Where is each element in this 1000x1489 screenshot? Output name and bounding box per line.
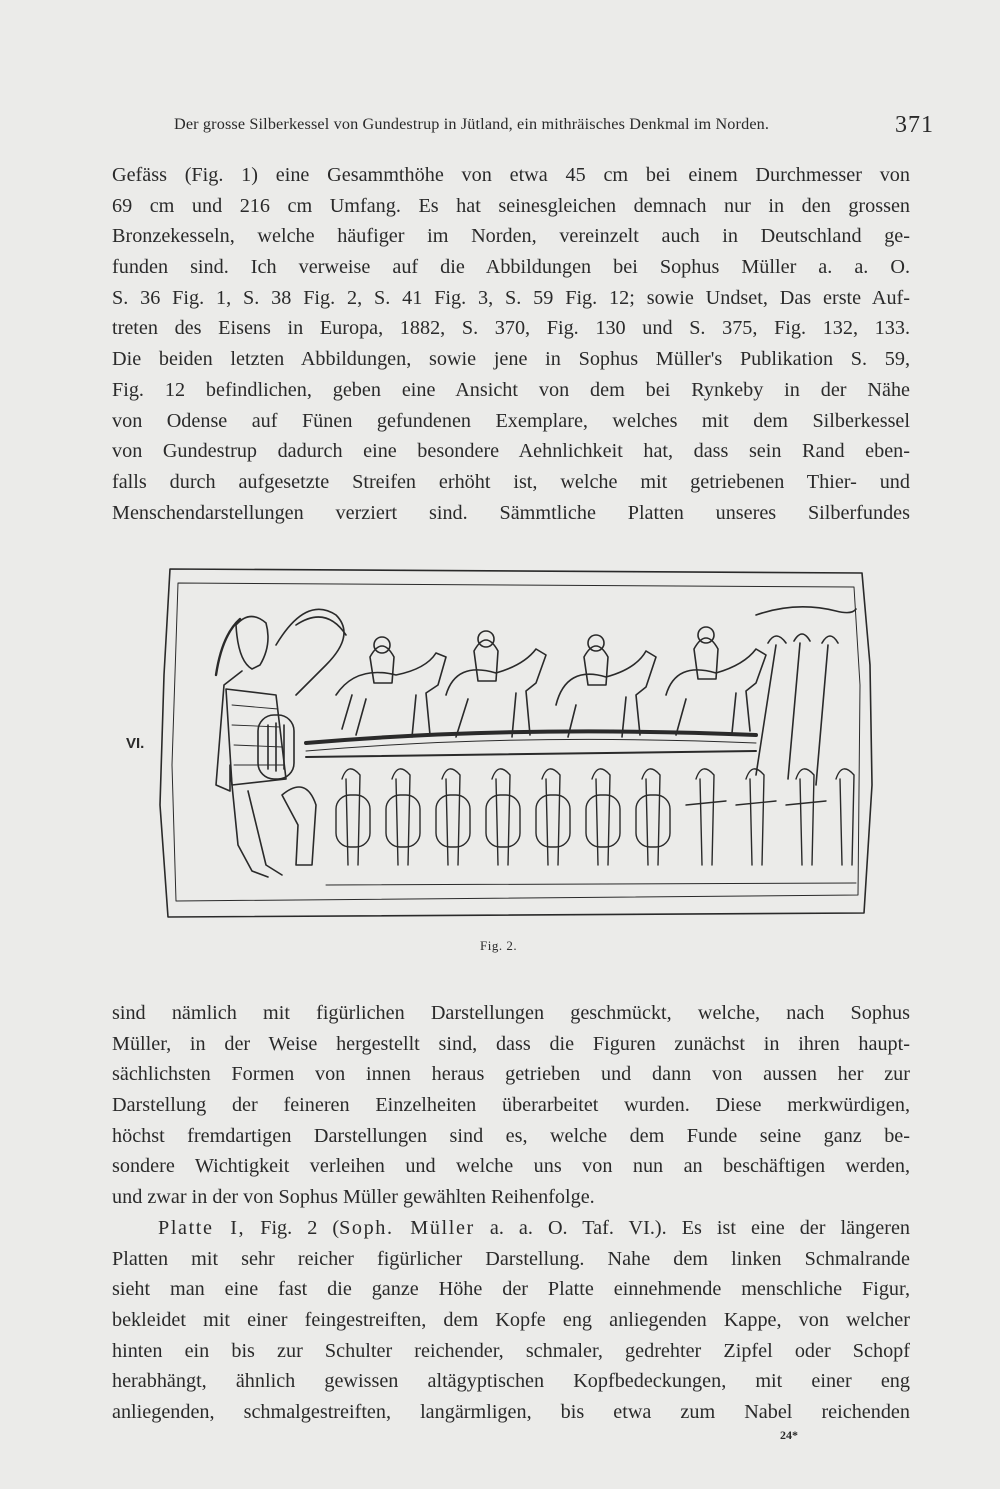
page-number: 371 <box>895 112 934 138</box>
text-line: und zwar in der von Sophus Müller gewählten Reihenfolge. <box>112 1186 595 1209</box>
page-header <box>174 112 934 142</box>
text-line: von Gundestrup dadurch eine besondere Aehnlichkeit hat, dass sein Rand eben- <box>112 440 910 463</box>
paragraph-lead-line <box>112 1213 910 1244</box>
paragraph-body <box>112 998 910 1428</box>
author-reference: Soph. Müller <box>339 1216 475 1239</box>
text-line: 69 cm und 216 cm Umfang. Es hat seinesgleichen demnach nur in den grossen <box>112 194 910 217</box>
text-line: sächlichsten Formen von innen heraus getrieben und dann von aussen her zur <box>112 1063 910 1086</box>
text-line: Platten mit sehr reicher figürlicher Darstellung. Nahe dem linken Schmalrande <box>112 1247 910 1270</box>
figure-caption: Fig. 2. <box>480 938 518 953</box>
text-line: falls durch aufgesetzte Streifen erhöht ist, welche mit getriebenen Thier- und <box>112 470 910 493</box>
paragraph-continuation <box>112 160 910 528</box>
text-line: Menschendarstellungen verziert sind. Sämmtliche Platten unseres Silberfundes <box>112 501 910 524</box>
text-line: S. 36 Fig. 1, S. 38 Fig. 2, S. 41 Fig. 3, S. 59 Fig. 12; sowie Undset, Das erste Auf- <box>112 286 910 309</box>
reference-rest: a. a. O. Taf. VI.). Es ist eine der längeren <box>474 1216 910 1239</box>
text-line: anliegenden, schmalgestreiften, langärmligen, bis etwa zum Nabel reichenden <box>112 1400 910 1423</box>
text-line: herabhängt, ähnlich gewissen altägyptischen Kopfbedeckungen, mit einer eng <box>112 1370 910 1393</box>
text-line: hinten ein bis zur Schulter reichender, schmaler, gedrehter Zipfel oder Schopf <box>112 1339 910 1362</box>
figure-reference: Fig. 2 ( <box>245 1216 340 1239</box>
cauldron-plate-relief-illustration <box>156 565 876 925</box>
plate-reference: Platte I, <box>158 1216 246 1239</box>
text-line: Die beiden letzten Abbildungen, sowie jene in Sophus Müller's Publikation S. 59, <box>112 348 910 371</box>
text-line: Müller, in der Weise hergestellt sind, dass die Figuren zunächst in ihren haupt- <box>112 1032 910 1055</box>
paragraph-three <box>112 1213 910 1428</box>
text-line: sieht man eine fast die ganze Höhe der Platte einnehmende menschliche Figur, <box>112 1278 910 1301</box>
text-line: von Odense auf Fünen gefundenen Exemplare, welches mit dem Silberkessel <box>112 409 910 432</box>
figure-plate-illustration <box>120 565 890 953</box>
text-line: treten des Eisens in Europa, 1882, S. 370, Fig. 130 und S. 375, Fig. 132, 133. <box>112 317 910 340</box>
text-line: sind nämlich mit figürlichen Darstellungen geschmückt, welche, nach Sophus <box>112 1002 910 1024</box>
text-line: Bronzekesseln, welche häufiger im Norden, vereinzelt auch in Deutschland ge- <box>112 225 910 248</box>
text-line: höchst fremdartigen Darstellungen sind es, welche dem Funde seine ganz be- <box>112 1124 910 1147</box>
running-head: Der grosse Silberkessel von Gundestrup in Jütland, ein mithräisches Denkmal im Norden. <box>174 115 770 133</box>
signature-mark: 24* <box>780 1428 798 1442</box>
plate-label: VI. <box>126 735 145 752</box>
text-line: Gefäss (Fig. 1) eine Gesammthöhe von etwa 45 cm bei einem Durchmesser von <box>112 164 910 186</box>
text-line: bekleidet mit einer feingestreiften, dem Kopfe eng anliegenden Kappe, von welcher <box>112 1308 910 1331</box>
text-line: Fig. 12 befindlichen, geben eine Ansicht von dem bei Rynkeby in der Nähe <box>112 378 910 401</box>
text-line: funden sind. Ich verweise auf die Abbildungen bei Sophus Müller a. a. O. <box>112 256 910 279</box>
paragraph-two <box>112 998 910 1213</box>
text-line: Darstellung der feineren Einzelheiten überarbeitet wurden. Diese merkwürdigen, <box>112 1094 910 1117</box>
text-line: sondere Wichtigkeit verleihen und welche uns von nun an beschäftigen werden, <box>112 1155 910 1178</box>
